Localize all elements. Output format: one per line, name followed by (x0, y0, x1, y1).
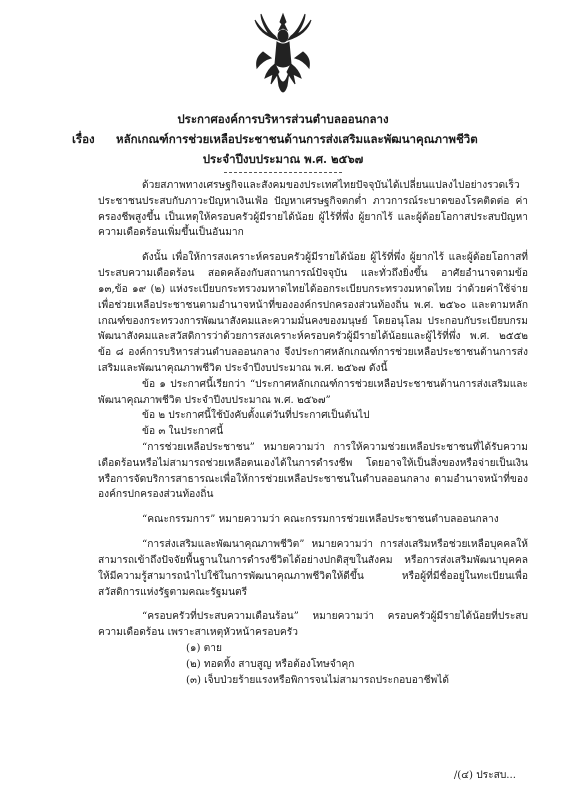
definition-committee: “คณะกรรมการ” หมายความว่า คณะกรรมการช่วยเหลือประชาชนตำบลออนกลาง (142, 514, 499, 526)
subject-label: เรื่อง (72, 132, 95, 146)
cause-illness: (๓) เจ็บป่วยร้ายแรงหรือพิการจนไม่สามารถประกอบอาชีพได้ (186, 674, 449, 686)
clause-1: ข้อ ๑ ประกาศนี้เรียกว่า “ประกาศหลักเกณฑ์การช่วยเหลือประชาชนด้านการส่งเสริมและพัฒนาคุณภาพชีวิต ประจำปีงบประมาณ พ.ศ. ๒๕๖๗” (98, 378, 528, 406)
definition-distressed-family: “ครอบครัวที่ประสบความเดือนร้อน” หมายความว่า ครอบครัวผู้มีรายได้น้อยที่ประสบความเดือดร้อน เพราะสาเหตุหัวหน้าครอบครัว (98, 611, 528, 639)
preamble-paragraph: ด้วยสภาพทางเศรษฐกิจและสังคมของประเทศไทยปัจจุบันได้เปลี่ยนแปลงไปอย่างรวดเร็ว ประชาชนประสบกับภาวะปัญหาเงินเฟ้อ ปัญหาเศรษฐกิจตกต่ำ ภาวการณ์ระบาดของโรคติดต่อ ค่าครองชีพสูงขึ้น เป็นเหตุให้ครอบครัวผู้มีรายได้น้อย ผู้ไร้ที่พึ่ง ผู้ยากไร้ และผู้ด้อยโอกาสประสบปัญหาความเดือดร้อนเพิ่มขึ้นเป็นอันมาก (98, 180, 528, 239)
announcement-body (98, 178, 528, 688)
subject-text: หลักเกณฑ์การช่วยเหลือประชาชนด้านการส่งเสริมและพัฒนาคุณภาพชีวิต (116, 132, 478, 146)
subject-line (72, 131, 532, 149)
page-continuation: /(๔) ประสบ... (453, 770, 516, 781)
garuda-emblem-icon (253, 12, 313, 100)
definition-quality-of-life: “การส่งเสริมและพัฒนาคุณภาพชีวิต” หมายความว่า การส่งเสริมหรือช่วยเหลือบุคคลให้สามารถเข้าถึงปัจจัยพื้นฐานในการดำรงชีวิตได้อย่างปกติสุขในสังคม หรือการส่งเสริมพัฒนาบุคคลให้มีความรู้สามารถนำไปใช้ในการพัฒนาคุณภาพชีวิตให้ดีขึ้น หรือผู้ที่มีชื่ออยู่ในทะเบียนเพื่อสวัสดิการแห่งรัฐตามคณะรัฐมนตรี (98, 539, 528, 598)
title-divider (224, 172, 342, 173)
clause-2: ข้อ ๒ ประกาศนี้ใช้บังคับตั้งแต่วันที่ประกาศเป็นต้นไป (142, 410, 370, 422)
cause-death: (๑) ตาย (186, 642, 222, 654)
fiscal-year: ประจำปีงบประมาณ พ.ศ. ๒๕๖๗ (202, 152, 364, 166)
cause-abandonment: (๒) ทอดทิ้ง สาบสูญ หรือต้องโทษจำคุก (186, 658, 355, 670)
authority-paragraph: ดังนั้น เพื่อให้การสงเคราะห์ครอบครัวผู้มีรายได้น้อย ผู้ไร้ที่พึ่ง ผู้ยากไร้ และผู้ด้อยโอกาสที่ประสบความเดือดร้อน สอดคล้องกับสถานการณ์ปัจจุบัน และทั่วถึงยิ่งขึ้น อาศัยอำนาจตามข้อ ๑๓,ข้อ ๑๙ (๒) แห่งระเบียบกระทรวงมหาดไทยได้ออกระเบียบกระทรวงมหาดไทย ว่าด้วยค่าใช้จ่ายเพื่อช่วยเหลือประชาชนตามอำนาจหน้าที่ขององค์กรปกครองส่วนท้องถิ่น พ.ศ. ๒๕๖๐ และตามหลักเกณฑ์ของกระทรวงการพัฒนาสังคมและความมั่นคงของมนุษย์ โดยอนุโลม ประกอบกับระเบียบกรมพัฒนาสังคมและสวัสดิการว่าด้วยการสงเคราะห์ครอบครัวผู้มีรายได้น้อยและผู้ไร้ที่พึ่ง พ.ศ. ๒๕๕๒ ข้อ ๘ องค์การบริหารส่วนตำบลออนกลาง จึงประกาศหลักเกณฑ์การช่วยเหลือประชาชนด้านการส่งเสริมและพัฒนาคุณภาพชีวิต ประจำปีงบประมาณ พ.ศ. ๒๕๖๗ ดังนี้ (98, 252, 528, 374)
clause-3: ข้อ ๓ ในประกาศนี้ (142, 426, 224, 438)
definition-assistance: “การช่วยเหลือประชาชน” หมายความว่า การให้ความช่วยเหลือประชาชนที่ได้รับความเดือดร้อนหรือไม่สามารถช่วยเหลือตนเองได้ในการดำรงชีพ โดยอาจให้เป็นสิ่งของหรือจ่ายเป็นเงินหรือการจัดบริการสาธารณะเพื่อให้การช่วยเหลือประชาชนในตำบลออนกลาง ตามอำนาจหน้าที่ขององค์กรปกครองส่วนท้องถิ่น (98, 442, 528, 501)
announcement-title: ประกาศองค์การบริหารส่วนตำบลออนกลาง (177, 112, 389, 126)
